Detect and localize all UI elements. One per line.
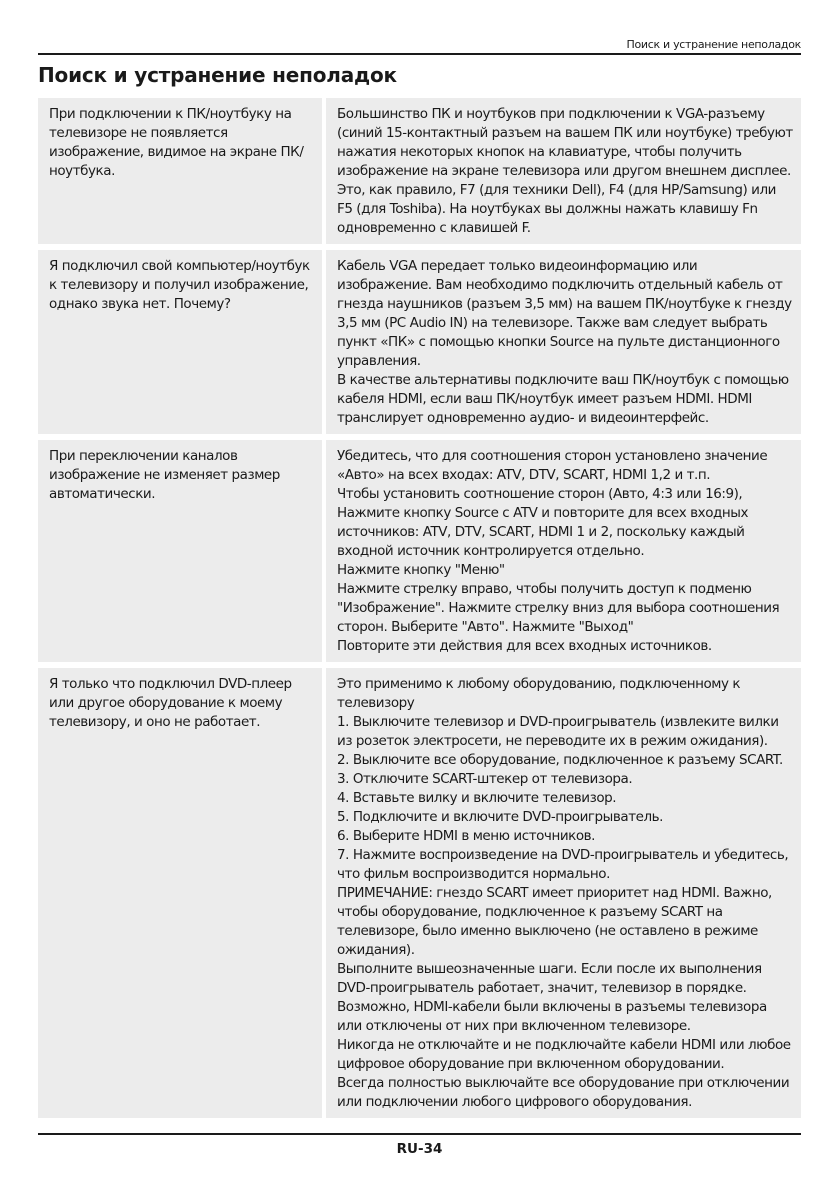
solution-step: 7. Нажмите воспроизведение на DVD-проигрыватель и убедитесь, что фильм воспроизводится нормально. (337, 847, 789, 882)
problem-cell (38, 250, 322, 434)
problem-cell (38, 440, 322, 662)
solution-paragraph: Никогда не отключайте и не подключайте кабели HDMI или любое цифровое оборудование при включенном оборудовании. (337, 1037, 791, 1072)
problem-text: При подключении к ПК/ноутбуку на телевизоре не появляется изображение, видимое на экране ПК/ноутбука. (49, 106, 304, 179)
solution-paragraph: В качестве альтернативы подключите ваш ПК/ноутбук с помощью кабеля HDMI, если ваш ПК/ноутбук имеет разъем HDMI. HDMI транслирует одновременно аудио- и видеоинтерфейс. (337, 372, 789, 426)
table-row (38, 440, 801, 662)
solution-step: 4. Вставьте вилку и включите телевизор. (337, 790, 617, 806)
table-row (38, 98, 801, 244)
problem-text: Я только что подключил DVD-плеер или другое оборудование к моему телевизору, и оно не работает. (49, 676, 292, 730)
solution-cell (326, 440, 801, 662)
troubleshooting-table (38, 98, 801, 1124)
solution-paragraph: Убедитесь, что для соотношения сторон установлено значение «Авто» на всех входах: ATV, DTV, SCART, HDMI 1,2 и т.п. (337, 448, 768, 483)
table-row (38, 250, 801, 434)
problem-cell (38, 98, 322, 244)
solution-paragraph: Всегда полностью выключайте все оборудование при отключении или подключении любого цифрового оборудования. (337, 1075, 790, 1110)
problem-text: Я подключил свой компьютер/ноутбук к телевизору и получил изображение, однако звука нет. Почему? (49, 258, 310, 312)
solution-paragraph: Чтобы установить соотношение сторон (Авто, 4:3 или 16:9), (337, 486, 743, 502)
solution-paragraph: Выполните вышеозначенные шаги. Если после их выполнения DVD-проигрыватель работает, значит, телевизор в порядке. Возможно, HDMI-кабели были включены в разъемы телевизора или отключены от них при включенном телевизоре. (337, 961, 767, 1034)
solution-step: 5. Подключите и включите DVD-проигрыватель. (337, 809, 663, 825)
problem-cell (38, 668, 322, 1118)
solution-paragraph: Повторите эти действия для всех входных источников. (337, 638, 712, 654)
solution-cell (326, 668, 801, 1118)
solution-note: ПРИМЕЧАНИЕ: гнездо SCART имеет приоритет над HDMI. Важно, чтобы оборудование, подключенное к разъему SCART на телевизоре, было именно выключено (не оставлено в режиме ожидания). (337, 885, 772, 958)
solution-paragraph: Кабель VGA передает только видеоинформацию или изображение. Вам необходимо подключить отдельный кабель от гнезда наушников (разъем 3,5 мм) на вашем ПК/ноутбуке к гнезду 3,5 мм (PC Audio IN) на телевизоре. Также вам следует выбрать пункт «ПК» с помощью кнопки Source на пульте дистанционного управления. (337, 258, 792, 369)
solution-paragraph: Большинство ПК и ноутбуков при подключении к VGA-разъему (синий 15-контактный разъем на вашем ПК или ноутбуке) требуют нажатия некоторых кнопок на клавиатуре, чтобы получить изображение на экране телевизора или другом внешнем дисплее. Это, как правило, F7 (для техники Dell), F4 (для HP/Samsung) или F5 (для Toshiba). На ноутбуках вы должны нажать клавишу Fn одновременно с клавишей F. (337, 106, 793, 236)
problem-text: При переключении каналов изображение не изменяет размер автоматически. (49, 448, 280, 502)
solution-cell (326, 250, 801, 434)
table-row (38, 668, 801, 1118)
solution-step: 1. Выключите телевизор и DVD-проигрыватель (извлеките вилки из розеток электросети, не переводите их в режим ожидания). (337, 714, 779, 749)
page-number: RU-34 (396, 1141, 443, 1157)
solution-paragraph: Нажмите стрелку вправо, чтобы получить доступ к подменю "Изображение". Нажмите стрелку вниз для выбора соотношения сторон. Выберите "Авто". Нажмите "Выход" (337, 581, 780, 635)
page-title: Поиск и устранение неполадок (38, 63, 397, 87)
top-divider (38, 53, 801, 55)
solution-cell (326, 98, 801, 244)
bottom-divider (38, 1133, 801, 1135)
solution-paragraph: Нажмите кнопку Source с ATV и повторите для всех входных источников: ATV, DTV, SCART, HDMI 1 и 2, поскольку каждый входной источник контролируется отдельно. (337, 505, 749, 559)
solution-step: 2. Выключите все оборудование, подключенное к разъему SCART. (337, 752, 783, 768)
solution-step: 3. Отключите SCART-штекер от телевизора. (337, 771, 633, 787)
running-header: Поиск и устранение неполадок (626, 38, 801, 51)
solution-paragraph: Нажмите кнопку "Меню" (337, 562, 505, 578)
solution-paragraph: Это применимо к любому оборудованию, подключенному к телевизору (337, 676, 741, 711)
solution-step: 6. Выберите HDMI в меню источников. (337, 828, 596, 844)
